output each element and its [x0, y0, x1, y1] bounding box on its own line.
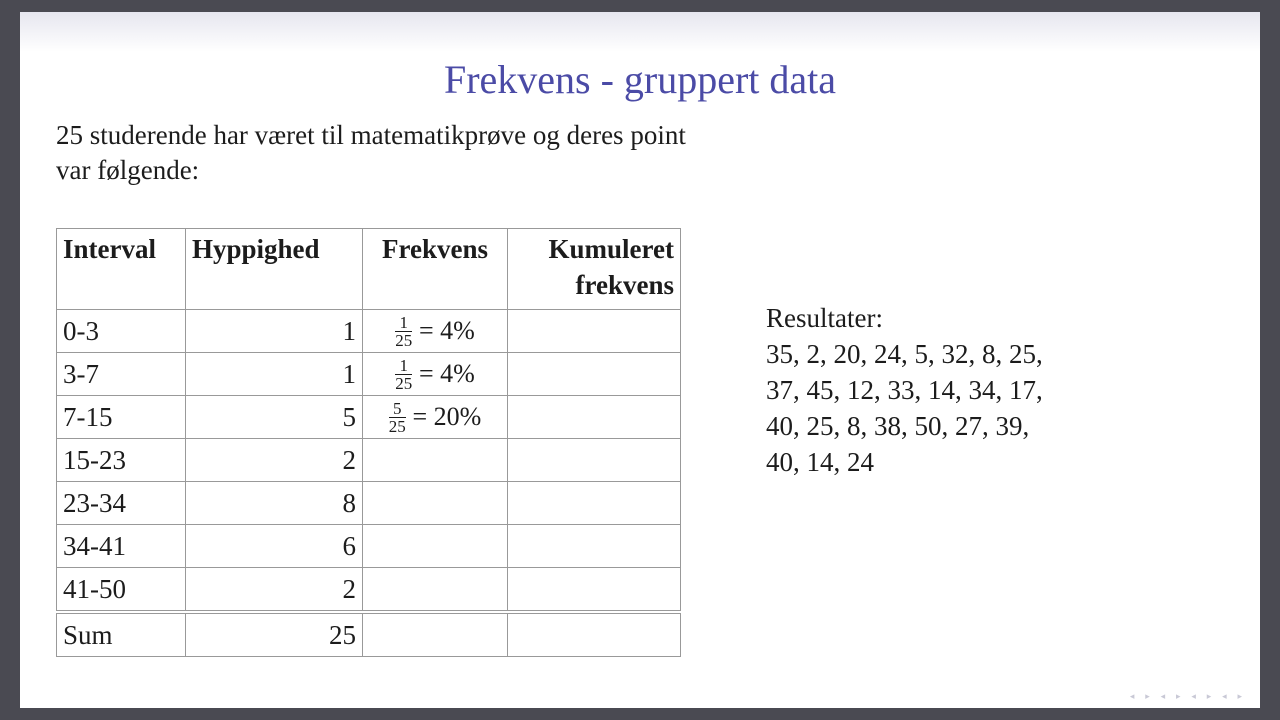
cell-hyppighed: 1 — [186, 353, 363, 396]
fraction — [389, 400, 406, 435]
slide-title: Frekvens - gruppert data — [443, 57, 837, 102]
fraction — [395, 314, 412, 349]
cell-kumuleret — [508, 439, 681, 482]
results-line: 40, 14, 24 — [766, 447, 874, 477]
table-header-row — [57, 229, 681, 310]
results-label: Resultater: — [766, 303, 883, 333]
frekvens-value: = 4% — [418, 316, 475, 346]
cell-frekvens — [363, 525, 508, 568]
cell-frekvens — [363, 482, 508, 525]
fraction-numerator: 1 — [395, 314, 412, 332]
cell-kumuleret — [508, 612, 681, 657]
cell-hyppighed: 2 — [186, 439, 363, 482]
slide-header-fade — [20, 12, 1260, 52]
cell-kumuleret — [508, 353, 681, 396]
fraction — [395, 357, 412, 392]
frekvens-value: = 20% — [412, 402, 482, 432]
cell-interval: 7-15 — [57, 396, 186, 439]
cell-kumuleret — [508, 482, 681, 525]
header-kumuleret-frekvens — [508, 229, 681, 310]
intro-line-2: var følgende: — [56, 155, 200, 185]
fraction-numerator: 5 — [389, 400, 406, 418]
cell-interval: 41-50 — [57, 568, 186, 613]
results-line: 35, 2, 20, 24, 5, 32, 8, 25, — [766, 339, 1043, 369]
cell-frekvens — [363, 310, 508, 353]
results-line: 40, 25, 8, 38, 50, 27, 39, — [766, 411, 1030, 441]
table-row — [57, 353, 681, 396]
header-kumuleret-line1: Kumuleret — [548, 234, 674, 264]
intro-text — [56, 118, 816, 188]
header-interval: Interval — [57, 229, 186, 310]
cell-frekvens — [363, 353, 508, 396]
intro-line-1: 25 studerende har været til matematikprøve og deres point — [56, 120, 686, 150]
cell-interval: 15-23 — [57, 439, 186, 482]
table-row — [57, 482, 681, 525]
cell-interval: 3-7 — [57, 353, 186, 396]
table-row — [57, 396, 681, 439]
cell-frekvens — [363, 568, 508, 613]
cell-kumuleret — [508, 568, 681, 613]
cell-kumuleret — [508, 310, 681, 353]
sum-value: 25 — [186, 612, 363, 657]
table-row — [57, 439, 681, 482]
table-row — [57, 568, 681, 613]
cell-frekvens — [363, 439, 508, 482]
fraction-denominator: 25 — [395, 373, 413, 393]
slide — [20, 12, 1260, 708]
header-hyppighed: Hyppighed — [186, 229, 363, 310]
cell-kumuleret — [508, 525, 681, 568]
cell-interval: 23-34 — [57, 482, 186, 525]
cell-hyppighed: 8 — [186, 482, 363, 525]
cell-interval: 0-3 — [57, 310, 186, 353]
table-row — [57, 525, 681, 568]
cell-interval: 34-41 — [57, 525, 186, 568]
header-frekvens: Frekvens — [363, 229, 508, 310]
fraction-denominator: 25 — [395, 330, 413, 350]
results-block — [766, 300, 1086, 480]
cell-hyppighed: 2 — [186, 568, 363, 613]
sum-row — [57, 612, 681, 657]
frekvens-value: = 4% — [418, 359, 475, 389]
cell-kumuleret — [508, 396, 681, 439]
sum-label: Sum — [57, 612, 186, 657]
frequency-table — [56, 228, 681, 657]
cell-frekvens — [363, 612, 508, 657]
fraction-denominator: 25 — [388, 416, 406, 436]
header-kumuleret-line2: frekvens — [575, 270, 674, 300]
fraction-numerator: 1 — [395, 357, 412, 375]
cell-frekvens — [363, 396, 508, 439]
table-row — [57, 310, 681, 353]
cell-hyppighed: 6 — [186, 525, 363, 568]
cell-hyppighed: 5 — [186, 396, 363, 439]
cell-hyppighed: 1 — [186, 310, 363, 353]
slide-navigation-icons[interactable]: ◂ ▸ ◂ ▸ ◂ ▸ ◂ ▸ — [1129, 692, 1246, 702]
results-line: 37, 45, 12, 33, 14, 34, 17, — [766, 375, 1043, 405]
